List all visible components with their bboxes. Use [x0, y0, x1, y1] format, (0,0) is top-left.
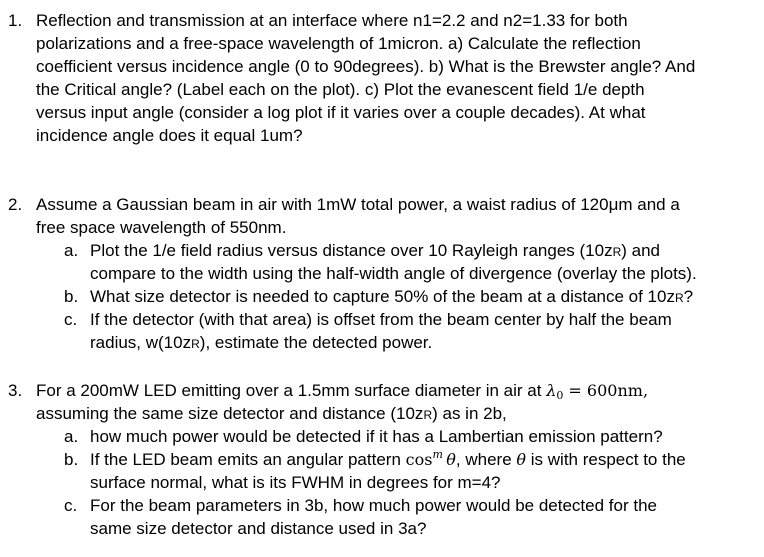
- text-line: Plot the 1/e field radius versus distance over 10 Rayleigh ranges (10zR) and: [90, 241, 660, 260]
- problem-1: [0, 9, 764, 149]
- text-line: What size detector is needed to capture 50% of the beam at a distance of 10zR?: [90, 287, 694, 306]
- text-line: If the LED beam emits an angular pattern $\cos^m \theta$, where θ is with respect to the: [90, 448, 686, 469]
- text-line: same size detector and distance used in 3a?: [90, 519, 427, 538]
- text-line: polarizations and a free-space wavelength of 1micron. a) Calculate the reflection: [36, 34, 641, 53]
- theta-symbol: θ: [516, 450, 527, 469]
- text-line: the Critical angle? (Label each on the plot). c) Plot the evanescent field 1/e depth: [36, 80, 645, 99]
- text-line: For a 200mW LED emitting over a 1.5mm surface diameter in air at $\lambda_0 = 600nm$,: [36, 381, 649, 402]
- subitem-3a: [28, 425, 764, 448]
- text-line: assuming the same size detector and distance (10zR) as in 2b,: [36, 404, 507, 423]
- subitem-list: [28, 425, 764, 540]
- problem-1-text: [36, 9, 760, 147]
- text-line: free space wavelength of 550nm.: [36, 218, 287, 237]
- subitem-letter: a.: [64, 241, 79, 260]
- subitem-3c: [28, 494, 764, 517]
- cos-function: cos: [405, 450, 433, 469]
- text-line: how much power would be detected if it has a Lambertian emission pattern?: [90, 427, 663, 446]
- subitem-3c-cont: [28, 517, 764, 540]
- theta-symbol: θ: [446, 450, 456, 469]
- text-line: surface normal, what is its FWHM in degrees for m=4?: [90, 473, 501, 492]
- problem-number: 2.: [8, 195, 23, 214]
- text-line: coefficient versus incidence angle (0 to 90degrees). b) What is the Brewster angle? And: [36, 57, 696, 76]
- text-line: If the detector (with that area) is offset from the beam center by half the beam: [90, 310, 672, 329]
- problem-3-text: [36, 379, 760, 425]
- problem-number: 3.: [8, 381, 23, 400]
- subitem-letter: b.: [64, 450, 79, 469]
- problem-number: 1.: [8, 11, 23, 30]
- subitem-3b: [28, 448, 764, 471]
- subitem-letter: b.: [64, 287, 79, 306]
- subitem-letter: c.: [64, 496, 78, 515]
- subitem-2c: [28, 308, 764, 331]
- problem-3: [0, 379, 764, 549]
- subitem-2a-cont: [28, 262, 764, 285]
- text-line: Assume a Gaussian beam in air with 1mW total power, a waist radius of 120μm and a: [36, 195, 680, 214]
- subitem-2a: [28, 239, 764, 262]
- text-line: radius, w(10zR), estimate the detected power.: [90, 333, 433, 352]
- subitem-2b: [28, 285, 764, 308]
- text-line: Reflection and transmission at an interface where n1=2.2 and n2=1.33 for both: [36, 11, 628, 30]
- text-line: incidence angle does it equal 1um?: [36, 126, 303, 145]
- text-line: versus input angle (consider a log plot if it varies over a couple decades). At what: [36, 103, 646, 122]
- text-line: For the beam parameters in 3b, how much power would be detected for the: [90, 496, 657, 515]
- subitem-letter: a.: [64, 427, 79, 446]
- problem-2-text: [36, 193, 760, 239]
- text-line: compare to the width using the half-width angle of divergence (overlay the plots).: [90, 264, 697, 283]
- subitem-2c-cont: [28, 331, 764, 354]
- subitem-list: [28, 239, 764, 354]
- subitem-letter: c.: [64, 310, 78, 329]
- subitem-3b-cont: [28, 471, 764, 494]
- problem-2: [0, 193, 764, 358]
- lambda-symbol: λ: [546, 381, 557, 400]
